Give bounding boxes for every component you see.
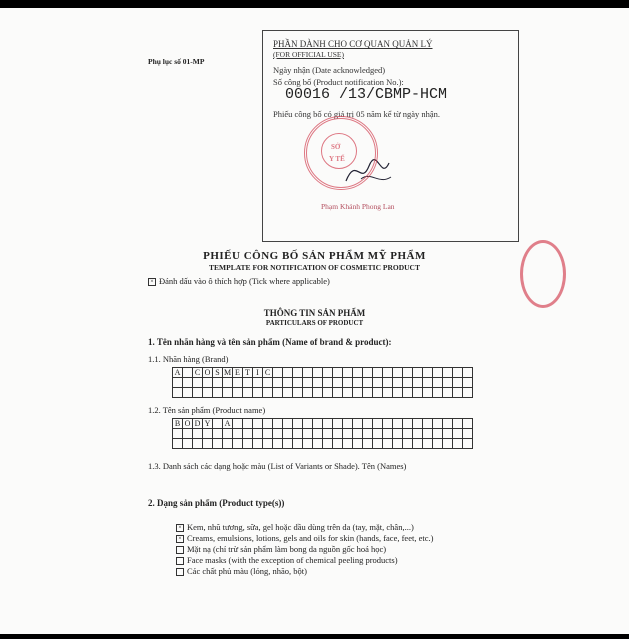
unchecked-box-icon — [176, 568, 184, 576]
unchecked-box-icon — [176, 557, 184, 565]
section-heading: THÔNG TIN SẢN PHẨM — [263, 308, 366, 318]
product-name-grid: B O D Y A — [172, 418, 473, 449]
date-acknowledged: Ngày nhận (Date acknowledged) — [273, 65, 386, 75]
product-type-option: Mặt nạ (chỉ trừ sản phẩm làm bong da nguồn gốc hoá học) — [176, 544, 386, 554]
variants-label: 1.3. Danh sách các dạng hoặc màu (List of Variants or Shade). Tên (Names) — [148, 461, 407, 471]
form-title: PHIẾU CÔNG BỐ SẢN PHẨM MỸ PHẨM — [203, 250, 426, 262]
signer-name: Phạm Khánh Phong Lan — [321, 202, 395, 211]
product-type-option: × Creams, emulsions, lotions, gels and oils for skin (hands, face, feet, etc.) — [176, 533, 433, 543]
document-page — [0, 8, 629, 634]
official-heading: PHẦN DÀNH CHO CƠ QUAN QUẢN LÝ — [273, 39, 433, 49]
official-seal-icon: SỞ Y TẾ — [304, 116, 378, 190]
checked-box-icon: × — [148, 278, 156, 286]
receipt-number: 00016 /13/CBMP-HCM — [285, 86, 448, 103]
appendix-label: Phụ lục số 01-MP — [148, 57, 205, 66]
checked-box-icon: × — [176, 535, 184, 543]
official-use-box — [262, 30, 519, 242]
product-name-label: 1.2. Tên sản phẩm (Product name) — [148, 405, 266, 415]
section-heading-en: PARTICULARS OF PRODUCT — [265, 319, 364, 327]
brand-grid: A C O S M E T I C — [172, 367, 473, 398]
section-1-title: 1. Tên nhãn hàng và tên sản phẩm (Name of brand & product): — [148, 337, 392, 347]
form-title-en: TEMPLATE FOR NOTIFICATION OF COSMETIC PRODUCT — [209, 263, 420, 272]
product-type-option: Face masks (with the exception of chemical peeling products) — [176, 555, 398, 565]
tick-instruction: × Đánh dấu vào ô thích hợp (Tick where applicable) — [148, 276, 330, 286]
section-2-title: 2. Dạng sản phẩm (Product type(s)) — [148, 498, 285, 508]
brand-label: 1.1. Nhãn hàng (Brand) — [148, 354, 229, 364]
unchecked-box-icon — [176, 546, 184, 554]
product-type-option: Các chất phủ màu (lỏng, nhão, bột) — [176, 566, 307, 576]
receipt-number-label: Số công bố (Product notification No.): — [273, 77, 404, 87]
validity-note: Phiếu công bố có giá trị 05 năm kể từ ngày nhận. — [273, 109, 441, 119]
product-type-option: × Kem, nhũ tương, sữa, gel hoặc dầu dùng trên da (tay, mặt, chân,...) — [176, 522, 414, 532]
checked-box-icon: × — [176, 524, 184, 532]
official-heading-en: (FOR OFFICIAL USE) — [273, 50, 344, 59]
